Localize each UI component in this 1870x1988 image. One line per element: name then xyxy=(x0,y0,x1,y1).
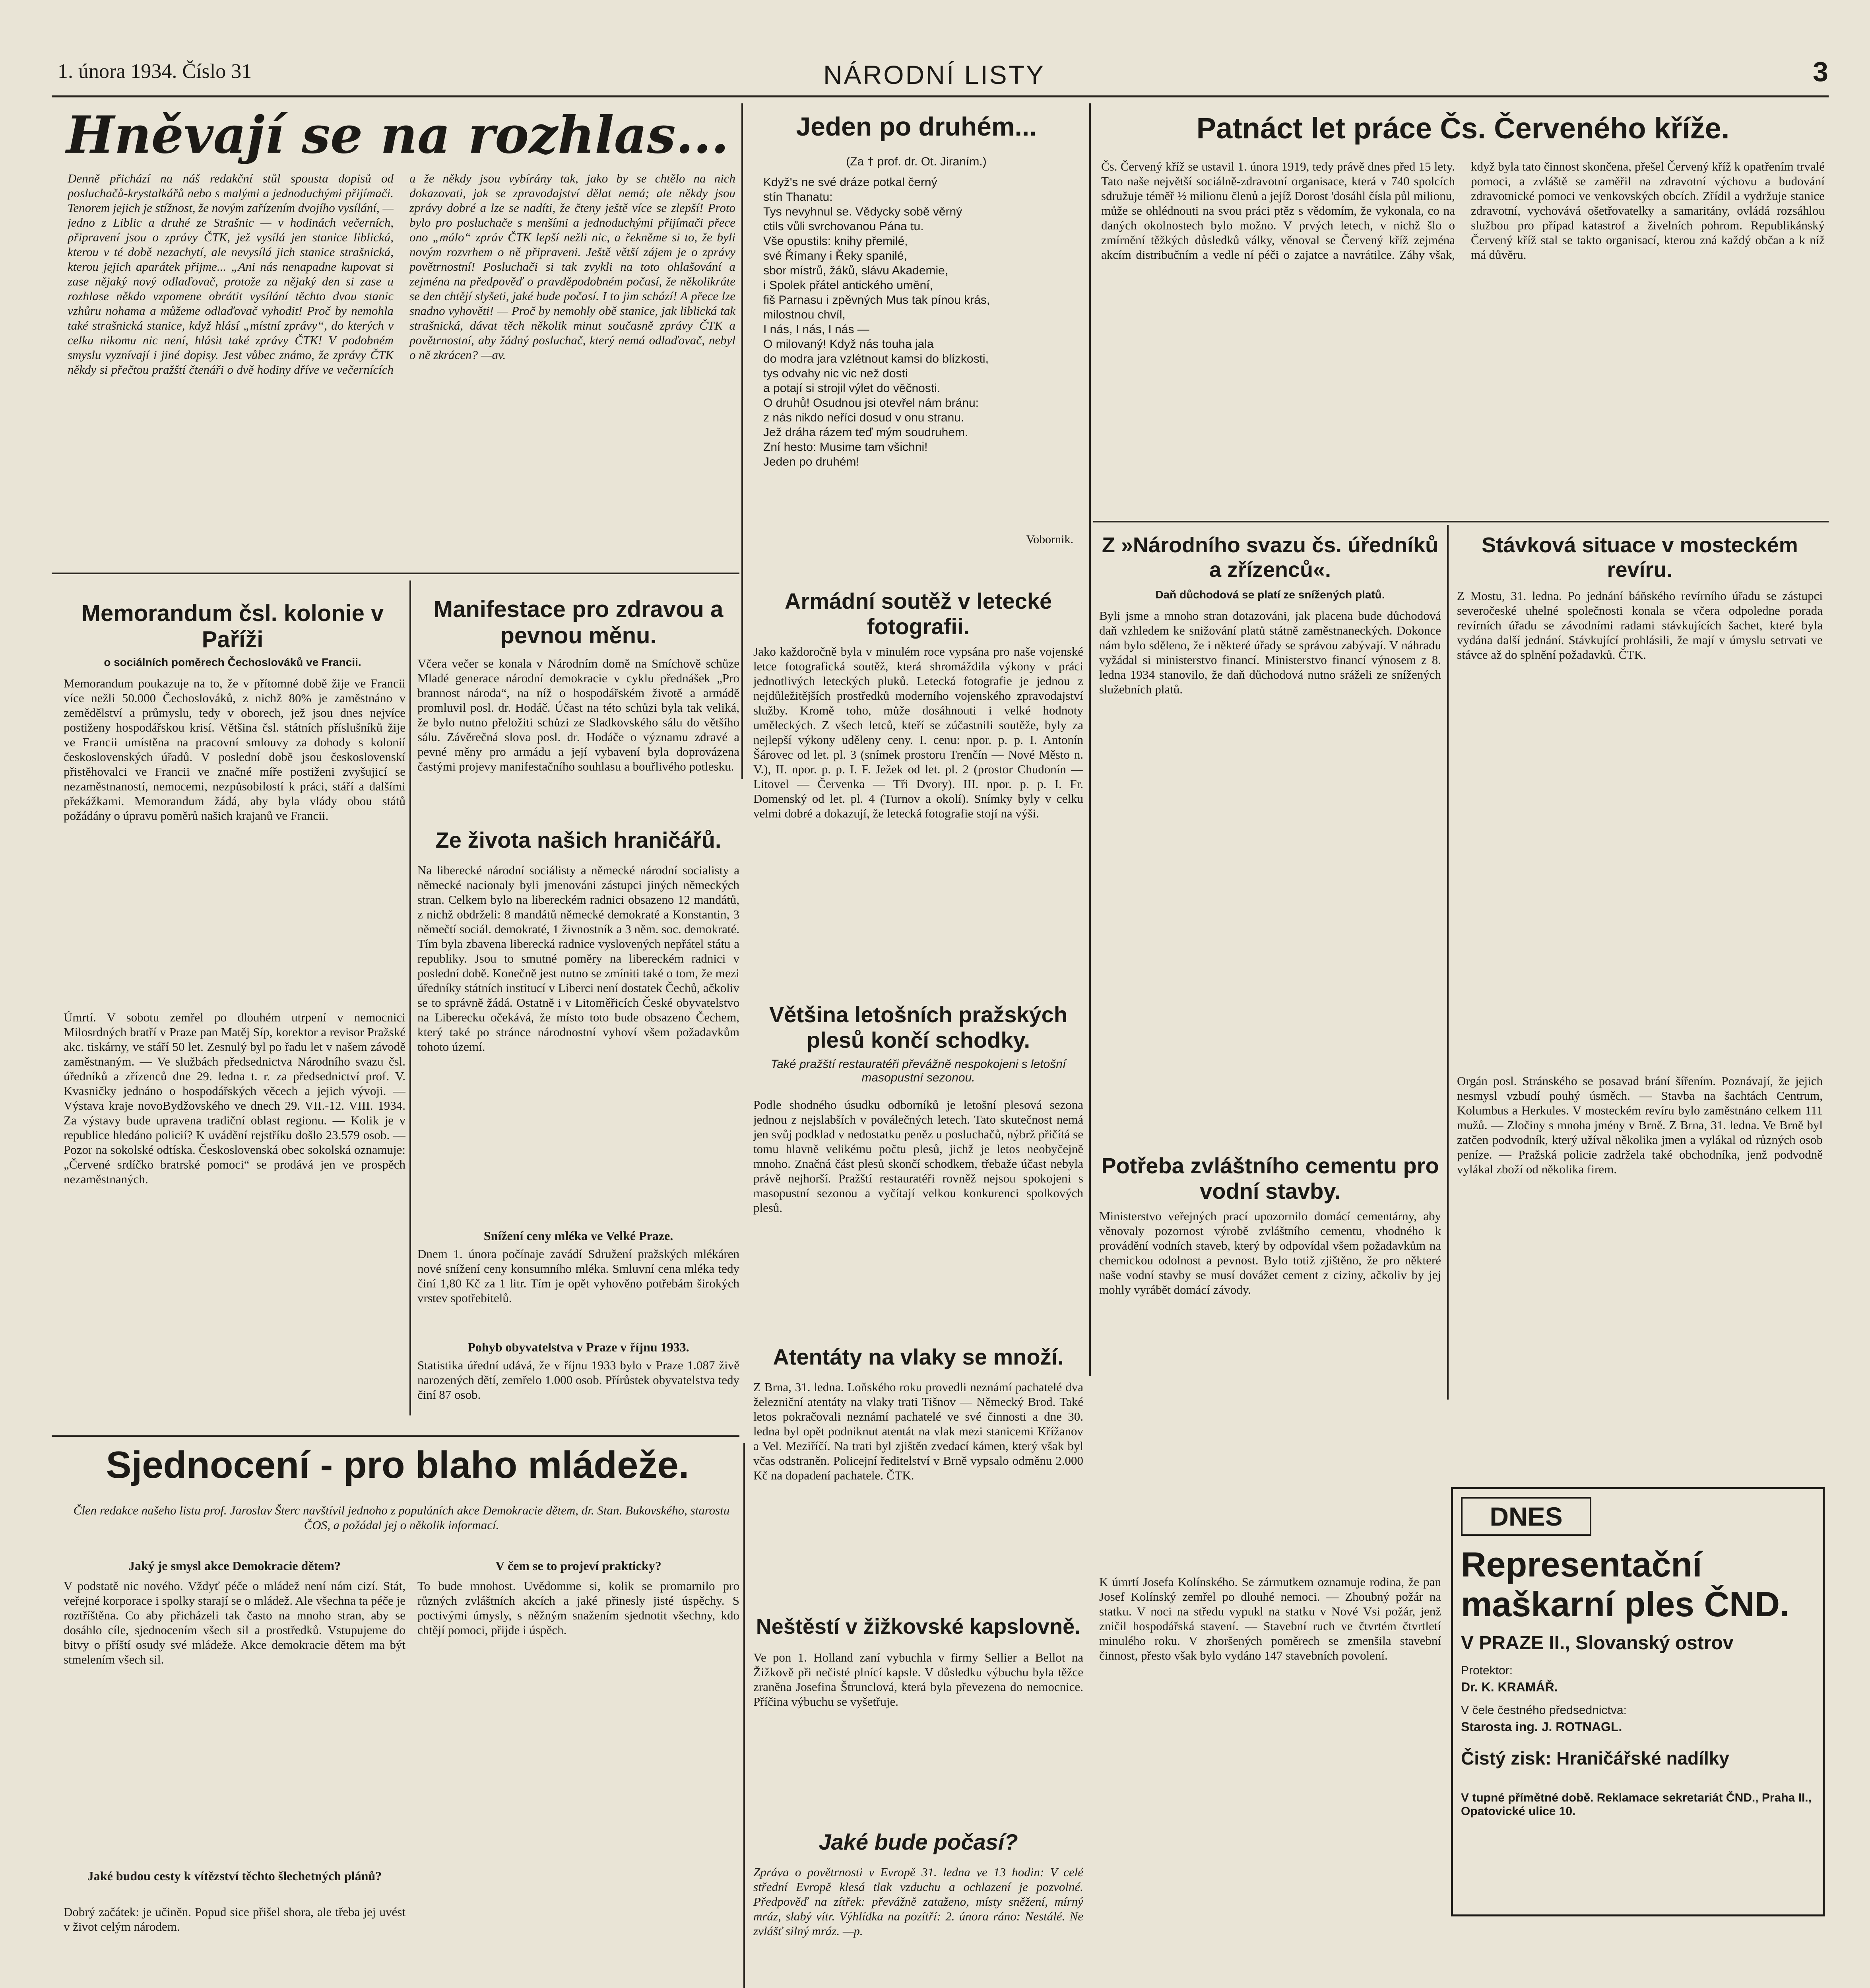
poem-line: O milovaný! Když nás touha jala xyxy=(763,338,934,351)
column-divider xyxy=(409,580,411,1415)
article-text-narodni-svaz: Byli jsme a mnoho stran dotazováni, jak placena bude důchodová daň vzhledem ke snižování platů státně zaměstnaneckých. Dokonce nám bylo sděleno, že i některé úřady se správou zabývají. V náhradu vyžádal si ministerstvo financí. Ministerstvo financí výnosem z 8. ledna 1934 stanovilo, že daň důchodová nutno sráželi ze snížených služebních platů. xyxy=(1099,609,1441,696)
ad-committee: Starosta ing. J. ROTNAGL. xyxy=(1461,1720,1622,1734)
section-rule xyxy=(52,1435,739,1437)
article-text-cerveny-kriz: Čs. Červený kříž se ustavil 1. února 1919, tedy právě dnes před 15 lety. Tato naše největší sociálně-zdravotní organisace, která v 740 spolcích sdružuje téměř ½ milionu členů a jejíž Dorost 'dosáhl čísla půl milionu, může se ohlédnouti na svou práci ptěz s vědomím, že vykonala, co na daných okolnostech bylo možno. V prvých letech, v nichž šlo o zmírnění těžkých důsledků války, věnoval se Červený kříž zejména akcím distribučním a vedle ní péči o zajatce a navrátilce. Záhy však, když byla tato činnost skončena, přešel Červený kříž k opatřením trvalé pomoci, a zvláště se zaměřil na zdravotní výchovu a budování zdravotnické pomoci ve venkovských obcích. Zřídil a vydržuje stanice zdravotní, vychovává ošetřovatelky a samaritány, ovládá rozsáhlou službou pro případ katastrof a živelních pohrom. Republikánský Červený kříž stal se takto organisací, kterou zná každý občan a k níž má důvěru. xyxy=(1101,159,1825,262)
ad-tickets: V tupné přímětné době. Reklamace sekretariát ČND., Praha II., Opatovické ulice 10. xyxy=(1461,1791,1812,1818)
column-divider xyxy=(1089,103,1091,779)
newspaper-name: NÁRODNÍ LISTY xyxy=(823,60,1046,89)
poem-line: z nás nikdo neříci dosud v onu stranu. xyxy=(763,411,964,424)
article-text-hranicari: Na liberecké národní sociálisty a německé národní socialisty a německé nacionaly byli jmenováni zástupci jiných německých stran. Celkem bylo na libereckém radnici obsazeno 12 mandátů, z nichž obdrželi: 8 mandátů německé demokraté a Konstantin, 3 němečtí sociál. demokraté, 1 živnostník a 3 něm. soc. demokraté. Tím byla zbavena liberecká radnice vyslovených nepřátel státu a republiky. Jsou to smutné poměry na libereckém radnici v poslední době. Konečně jest nutno se zmíniti také o tom, že mezi úředníky státních institucí v Liberci není dostatek Čechů, ačkoliv se to správně žádá. Ostatně i v Litoměřicích České obyvatelstvo na Liberecku očekává, že místo toto bude obsazeno Čechem, který také po stránce národnostní vyhoví všem požadavkům tohoto území. xyxy=(417,863,739,1054)
article-title-plesy: Většina letošních pražských plesů končí schodky. xyxy=(769,1002,1068,1052)
answer-1: V podstatě nic nového. Vždyť péče o mládež není nám cizí. Stát, veřejné korporace i spolky starají se o mládež. Ale všechna ta péče je roztříštěna. Co aby přicházeli tak často na mnoho stran, aby se dosáhlo cíle, sjednocením všech sil a prostředků. Vstupujeme do bitvy o příští osudy své mládeže. Akce demokracie dětem ma být stmelením všech sil. xyxy=(64,1579,405,1666)
ad-proceeds: Čistý zisk: Hraničářské nadílky xyxy=(1461,1748,1729,1769)
poem-line: Tys nevyhnul se. Vědycky sobě věrný xyxy=(763,205,962,218)
poem-line: své Římany i Řeky spanilé, xyxy=(763,249,907,262)
section-rule xyxy=(1093,521,1829,522)
ad-protector: Dr. K. KRAMÁŘ. xyxy=(1461,1680,1558,1694)
article-text-stavkova: Z Mostu, 31. ledna. Po jednání báňského revírního úřadu se zástupci severočeské uhelné společnosti konala se včera odpoledne porada revírních úřadu se závodními radami stávkujících šachet, které byla vydána další jednání. Stávkující prohlásili, že mají v úmyslu setrvati ve stávce až do splnění požadavků. ČTK. xyxy=(1457,589,1823,662)
article-subtitle-narodni-svaz: Daň důchodová se platí ze snížených platů. xyxy=(1155,588,1385,601)
column-divider xyxy=(1447,525,1449,1400)
article-title-hranicari: Ze života našich hraničářů. xyxy=(435,827,722,852)
article-subtitle-plesy: Také pražští restauratéři převážně nespokojeni s letošní masopustní sezonou. xyxy=(770,1058,1066,1084)
poem-line: i Spolek přátel antického umění, xyxy=(763,279,933,292)
section-rule xyxy=(52,573,739,574)
article-text-plesy: Podle shodného úsudku odborníků je letošní plesová sezona jednou z nejslabších v poválečných letech. Tato skutečnost nemá jen svůj podklad v nedostatku peněz u posluchačů, nýbrž přičítá se tomu hlavně velikému počtu plesů, jichž je letos neobyčejně mnoho. Značná část plesů skončí schodkem, třebaže účast nebyla právě nejhorší. Pražští restauratéři rovněž nejsou spokojeni s masopustní sezonou a vyčítají velkou konkurenci spolkových plesů. xyxy=(753,1098,1083,1215)
issue-date: 1. února 1934. Číslo 31 xyxy=(58,60,252,83)
news-briefs-3: Orgán posl. Stránského se posavad brání šířením. Poznávají, že jejich nesmysl vzbudí pouhý úsměch. — Stavba na šachtách Centrum, Kolumbus a Herkules. V mosteckém revíru bylo zaměstnáno celkem 111 mužů. — Zločiny s mnoha jmény v Brně. Z Brna, 31. ledna. Ve Brně byl zatčen podvodník, který užíval několika jmen a vylákal od různých osob peníze. — Pražská policie zadržela také obchodníka, jenž podvodně vylákal zboží od několika firem. xyxy=(1457,1074,1823,1176)
article-text-manifestace: Včera večer se konala v Národním domě na Smíchově schůze Mladé generace národní demokracie v cyklu přednášek „Pro brannost národa“, na níž o hospodářském životě a armádě promluvil posl. dr. Hodáč. Účast na této schůzi byla tak veliká, že bylo nutno přeložiti schůzi ze Sladkovského sálu do většího sálu. Závěrečná slova posl. dr. Hodáče o významu zdravé a pevné měny pro armádu a její vybavení byla doprovázena častými projevy manifestačního souhlasu a bouřlivého potlesku. xyxy=(417,656,739,773)
poem-title: Jeden po druhém... xyxy=(796,112,1037,141)
question-2: Jaké budou cesty k vítězství těchto šlechetných plánů? xyxy=(87,1869,382,1883)
news-briefs-2: K úmrtí Josefa Kolínského. Se zármutkem oznamuje rodina, že pan Josef Kolínský zemřel po dlouhé nemoci. — Zhoubný požár na statku. V noci na středu vypukl na statku v Nové Vsi požár, jenž zničil hospodářská stavení. — Stavební ruch ve čtvrtém čtvrtletí minulého roku. V zhoršených poměrech se zmenšila stavební činnost, přesto však bylo vydáno 147 stavebních povolení. xyxy=(1099,1575,1441,1662)
question-1: Jaký je smysl akce Demokracie dětem? xyxy=(128,1559,341,1573)
article-text-mleko: Dnem 1. února počínaje zavádí Sdružení pražských mlékáren nové snížení ceny konsumního mléka. Smluvní cena mléka tedy činí 1,80 Kč za 1 litr. Tím je opět vyhověno potřebám širokých vrstev spotřebitelů. xyxy=(417,1247,739,1305)
article-title-armadni-soutez: Armádní soutěž v letecké fotografii. xyxy=(784,588,1052,639)
poem-line: a potají si strojil výlet do věčnosti. xyxy=(763,382,941,395)
poem-signature: Vobornik. xyxy=(1026,533,1073,546)
event-advertisement xyxy=(1451,1487,1825,1916)
answer-2: Dobrý začátek: je učiněn. Popud sice přišel shora, ale třeba jej uvést v život celým národem. xyxy=(64,1905,405,1934)
article-title-memorandum: Memorandum čsl. kolonie v Paříži xyxy=(81,600,384,652)
article-text-atentaty: Z Brna, 31. ledna. Loňského roku provedli neznámí pachatelé dva železniční atentáty na vlaky trati Tišnov — Německý Brod. Také letos pokračovali neznámí pachatelé ve své činnosti a dne 30. ledna byl opět podniknut atentát na vlak mezi stanicemi Křížanov a Vel. Meziříčí. Na trati byl zjištěn zvedací kámen, který však byl včas odstraněn. Policejní ředitelství v Brně vypsalo odměnu 2.000 Kč na dopadení pachatele. ČTK. xyxy=(753,1380,1083,1482)
ad-place: V PRAZE II., Slovanský ostrov xyxy=(1461,1633,1734,1654)
article-text-cement: Ministerstvo veřejných prací upozornilo domácí cementárny, aby věnovaly pozornost výrobě zvláštního cementu, vhodného k provádění vodních staveb, který by odpovídal všem požadavkům na chemickou odolnost a pevnost. Bylo totiž zjištěno, že pro některé naše vodní stavby se musí dovážet cement z ciziny, ačkoliv by jej mohly vyrábět domácí závody. xyxy=(1099,1209,1441,1297)
ad-committee-label: V čele čestného předsednictva: xyxy=(1461,1704,1627,1717)
poem-body xyxy=(763,175,1081,541)
article-title-rozhlas: Hněvají se na rozhlas... xyxy=(66,105,729,165)
poem-line: sbor místrů, žáků, slávu Akademie, xyxy=(763,264,949,277)
poem-line: stín Thanatu: xyxy=(763,190,833,204)
column-divider xyxy=(1089,779,1091,1376)
poem-line: ctils vůli svrchovanou Pána tu. xyxy=(763,220,924,233)
article-title-mleko: Snížení ceny mléka ve Velké Praze. xyxy=(483,1229,673,1243)
question-3: V čem se to projeví prakticky? xyxy=(495,1559,661,1573)
poem-line: tys odvahy nic vic než dosti xyxy=(763,367,908,380)
ad-title: Representační maškarní ples ČND. xyxy=(1461,1545,1790,1624)
poem-line: Zní hesto: Musime tam všichni! xyxy=(763,441,928,454)
article-text-rozhlas: Denně přichází na náš redakční stůl spousta dopisů od posluchačů-krystalkářů nebo s malými a jednoduchými přijímači. Tenorem jejich je stížnost, že novým zařízením dvojího vysílání, — jedno z Liblic a druhé ze Strašnic — v hodinách večerních, připravení jsou o zprávy ČTK, jež vysílá jen stanice liblická, kterou v té době nezachytí, ale nevysílá jich stanice strašnická, kterou jejich aparátek přijme... „Ani nás nenapadne kupovat si zase nějaký nový odlaďovač, protože za nějaký den si zase u rozhlase někdo vzpomene obrátit vysílání těchto dvou stanic vzhůru nohama a můžeme odlaďovač vyhodit! Proč by nemohla také strašnická stanice, když hlásí „místní zprávy“, do kterých v celku nikomu nic není, hlásit také zprávy ČTK! V podobném smyslu vyznívají i jiné dopisy. Jest vůbec známo, že zprávy ČTK někdy si přečtou pražští čtenáři o dvě hodiny dříve ve večernících a že někdy jsou vybírány tak, jako by se chtělo na nich dokazovati, jak se zpravodajství dělat nemá; ale někdy jsou zprávy dobré a lze se nadíti, že čteny ještě více se zlepší! Proto bylo pro posluchače s menšími a jednoduchými přijímači přece ono „málo“ zpráv ČTK lepší nežli nic, a řekněme si to, že byli novým rozvrhem o ně připraveni. Ještě větší zájem je o zprávy povětrnostní! Posluchači si tak zvykli na toto ohlašování a zejména na předpověď o pravděpodobném počasí, že několikráte se den chtějí slyšeti, jaké bude počasí. I to jim schází! A přece lze snadno vyhověti! — Proč by nemohly obě stanice, jak liblická tak strašnická, dávat těch několik minut současně zprávy ČTK a povětrnostní, aby žádný posluchač, který nemá odlaďovač, nebyl o ně zkrácen? —av. xyxy=(68,171,735,377)
article-text-nestesti: Ve pon 1. Holland zaní vybuchla v firmy Sellier a Bellot na Žižkově při nečisté plnící kapsle. V důsledku výbuchu byla těžce zraněna Josefina Štrunclová, která byla převezena do nemocnice. Příčina výbuchu se vyšetřuje. xyxy=(753,1650,1083,1708)
news-briefs: Úmrtí. V sobotu zemřel po dlouhém utrpení v nemocnici Milosrdných bratří v Praze pan Matěj Síp, korektor a revisor Pražské akc. tiskárny, ve stáří 50 let. Zesnulý byl po řadu let v našem závodě zaměstnaným. — Ve službách předsednictva Národního svazu čsl. úředníků a zřízenců dne 29. ledna t. r. za předsednictví prof. V. Kvasničky jednáno o hospodářských věcech a jejich vývoji. — Výstava kraje novoBydžovského ve dnech 29. VII.-12. VIII. 1934. Za výstavy bude upravena tradiční oblast regionu. — Kolik je v republice hledáno policií? K uvádění rejstříku došlo 23.579 osob. — Pozor na sokolské odtíska. Československá obec sokolská oznamuje: „Červené srdíčko bratrské pomoci“ se prodává jen ve prospěch nezaměstnaných. xyxy=(64,1010,405,1186)
poem-line: milostnou chvíl, xyxy=(763,308,846,321)
poem-line: Když's ne své dráze potkal černý xyxy=(763,176,937,189)
poem-line: fiš Parnasu i zpěvných Mus tak pínou krás, xyxy=(763,293,990,307)
article-text-memorandum: Memorandum poukazuje na to, že v přítomné době žije ve Francii více nežli 50.000 Čechoslováků, z nichž 80% je zaměstnáno v zemědělství a průmyslu, tedy v oborech, jež jsou dnes nejvíce postiženy hospodářskou krisí. Většina čsl. státních příslušníků žije ve Francii umístěna na pracovní smlouvy za dohody s kolonií československých úřadů. V poslední době jsou československí přistěhovalci ve Francii ve značné míře postiženi zvyšujicí se nezaměstnaností, nemocemi, nezpůsobilostí k práci, stáří a dalšími překážkami. Memorandum žádá, aby byla vlády obou států požádány o úpravu poměrů našich krajanů ve Francii. xyxy=(64,676,405,823)
poem-line: Jeden po druhém! xyxy=(763,455,859,468)
column-divider xyxy=(743,1443,745,1988)
article-subtitle-memorandum: o sociálních poměrech Čechoslováků ve Francii. xyxy=(104,656,361,668)
article-title-sjednoceni: Sjednocení - pro blaho mládeže. xyxy=(106,1444,689,1486)
article-text-obyvatelstvo: Statistika úřední udává, že v říjnu 1933 bylo v Praze 1.087 živě narozených dětí, zemřelo 1.000 osob. Přírůstek obyvatelstva tedy činí 87 osob. xyxy=(417,1358,739,1402)
article-title-cerveny-kriz: Patnáct let práce Čs. Červeného kříže. xyxy=(1196,112,1730,145)
page-number: 3 xyxy=(1813,56,1828,87)
article-title-cement: Potřeba zvláštního cementu pro vodní stavby. xyxy=(1101,1153,1439,1204)
article-text-pocasi: Zpráva o povětrnosti v Evropě 31. ledna ve 13 hodin: V celé střední Evropě klesá tlak vzduchu a ochlazení je pozvolné. Předpověď na zítřek: převážně zataženo, místy sněžení, mírný mráz, slabý vítr. Výhlídka na pozítří: 2. února ráno: Nestálé. Ne zvlášť silný mráz. —p. xyxy=(753,1865,1083,1938)
ad-label: DNES xyxy=(1461,1497,1591,1536)
ad-protector-label: Protektor: xyxy=(1461,1664,1513,1677)
column-divider xyxy=(741,103,743,779)
article-title-narodni-svaz: Z »Národního svazu čs. úředníků a zřízenců«. xyxy=(1102,533,1439,582)
answer-3: To bude mnohost. Uvědomme si, kolik se promarnilo pro různých zvláštních akcích a jaké přinesly jisté úspěchy. S poctivými úmysly, s něžným snažením sjednotit všechny, kdo chtějí pomoci, přijde i úspěch. xyxy=(417,1579,739,1637)
article-text-armadni-soutez: Jako každoročně byla v minulém roce vypsána pro naše vojenské letce fotografická soutěž, která shromáždila výkony v práci jednotlivých leteckých pluků. Letecká fotografie je jednou z nejdůležitějších prostředků moderního vojenského zpravodajství služby. Kromě toho, může dosáhnouti i velké hodnoty uměleckých. Z všech letců, kteří se zúčastnili soutěže, byly za nejlepší výkony uděleny ceny. I. cenu: npor. p. p. I. Antonín Šárovec od let. pl. 3 (snímek prostoru Trenčín — Nové Město n. V.), II. npor. p. p. I. F. Ježek od let. pl. 2 (prostor Chudonín — Litovel — Červenka — Tři Dvory). III. npor. p. p. I. Fr. Domenský od let. pl. 4 (Turnov a okolí). Snímky byly v celku velmi dobré a dokazují, že letecká fotografie stojí na výši. xyxy=(753,645,1083,820)
article-title-atentaty: Atentáty na vlaky se množí. xyxy=(773,1344,1064,1369)
article-title-manifestace: Manifestace pro zdravou a pevnou měnu. xyxy=(433,596,724,648)
article-title-obyvatelstvo: Pohyb obyvatelstva v Praze v říjnu 1933. xyxy=(468,1340,689,1354)
article-title-pocasi: Jaké bude počasí? xyxy=(819,1829,1018,1854)
masthead-rule xyxy=(52,95,1829,97)
poem-line: Jež dráha rázem teď mým soudruhem. xyxy=(763,426,968,439)
article-title-nestesti: Neštěstí v žižkovské kapslovně. xyxy=(756,1615,1081,1639)
poem-line: Vše opustils: knihy přemilé, xyxy=(763,235,908,248)
poem-dedication: (Za † prof. dr. Ot. Jiraním.) xyxy=(846,155,987,168)
article-title-stavkova: Stávková situace v mosteckém revíru. xyxy=(1482,533,1798,582)
poem-line: I nás, I nás, I nás — xyxy=(763,323,869,336)
poem-line: O druhů! Osudnou jsi otevřel nám bránu: xyxy=(763,396,979,410)
poem-line: do modra jara vzlétnout kamsi do blízkosti, xyxy=(763,352,989,365)
article-intro-sjednoceni: Člen redakce našeho listu prof. Jaroslav Šterc navštívil jednoho z populáních akce Demokracie dětem, dr. Stan. Bukovského, starostu ČOS, a požádal jej o několik informací. xyxy=(73,1503,730,1532)
